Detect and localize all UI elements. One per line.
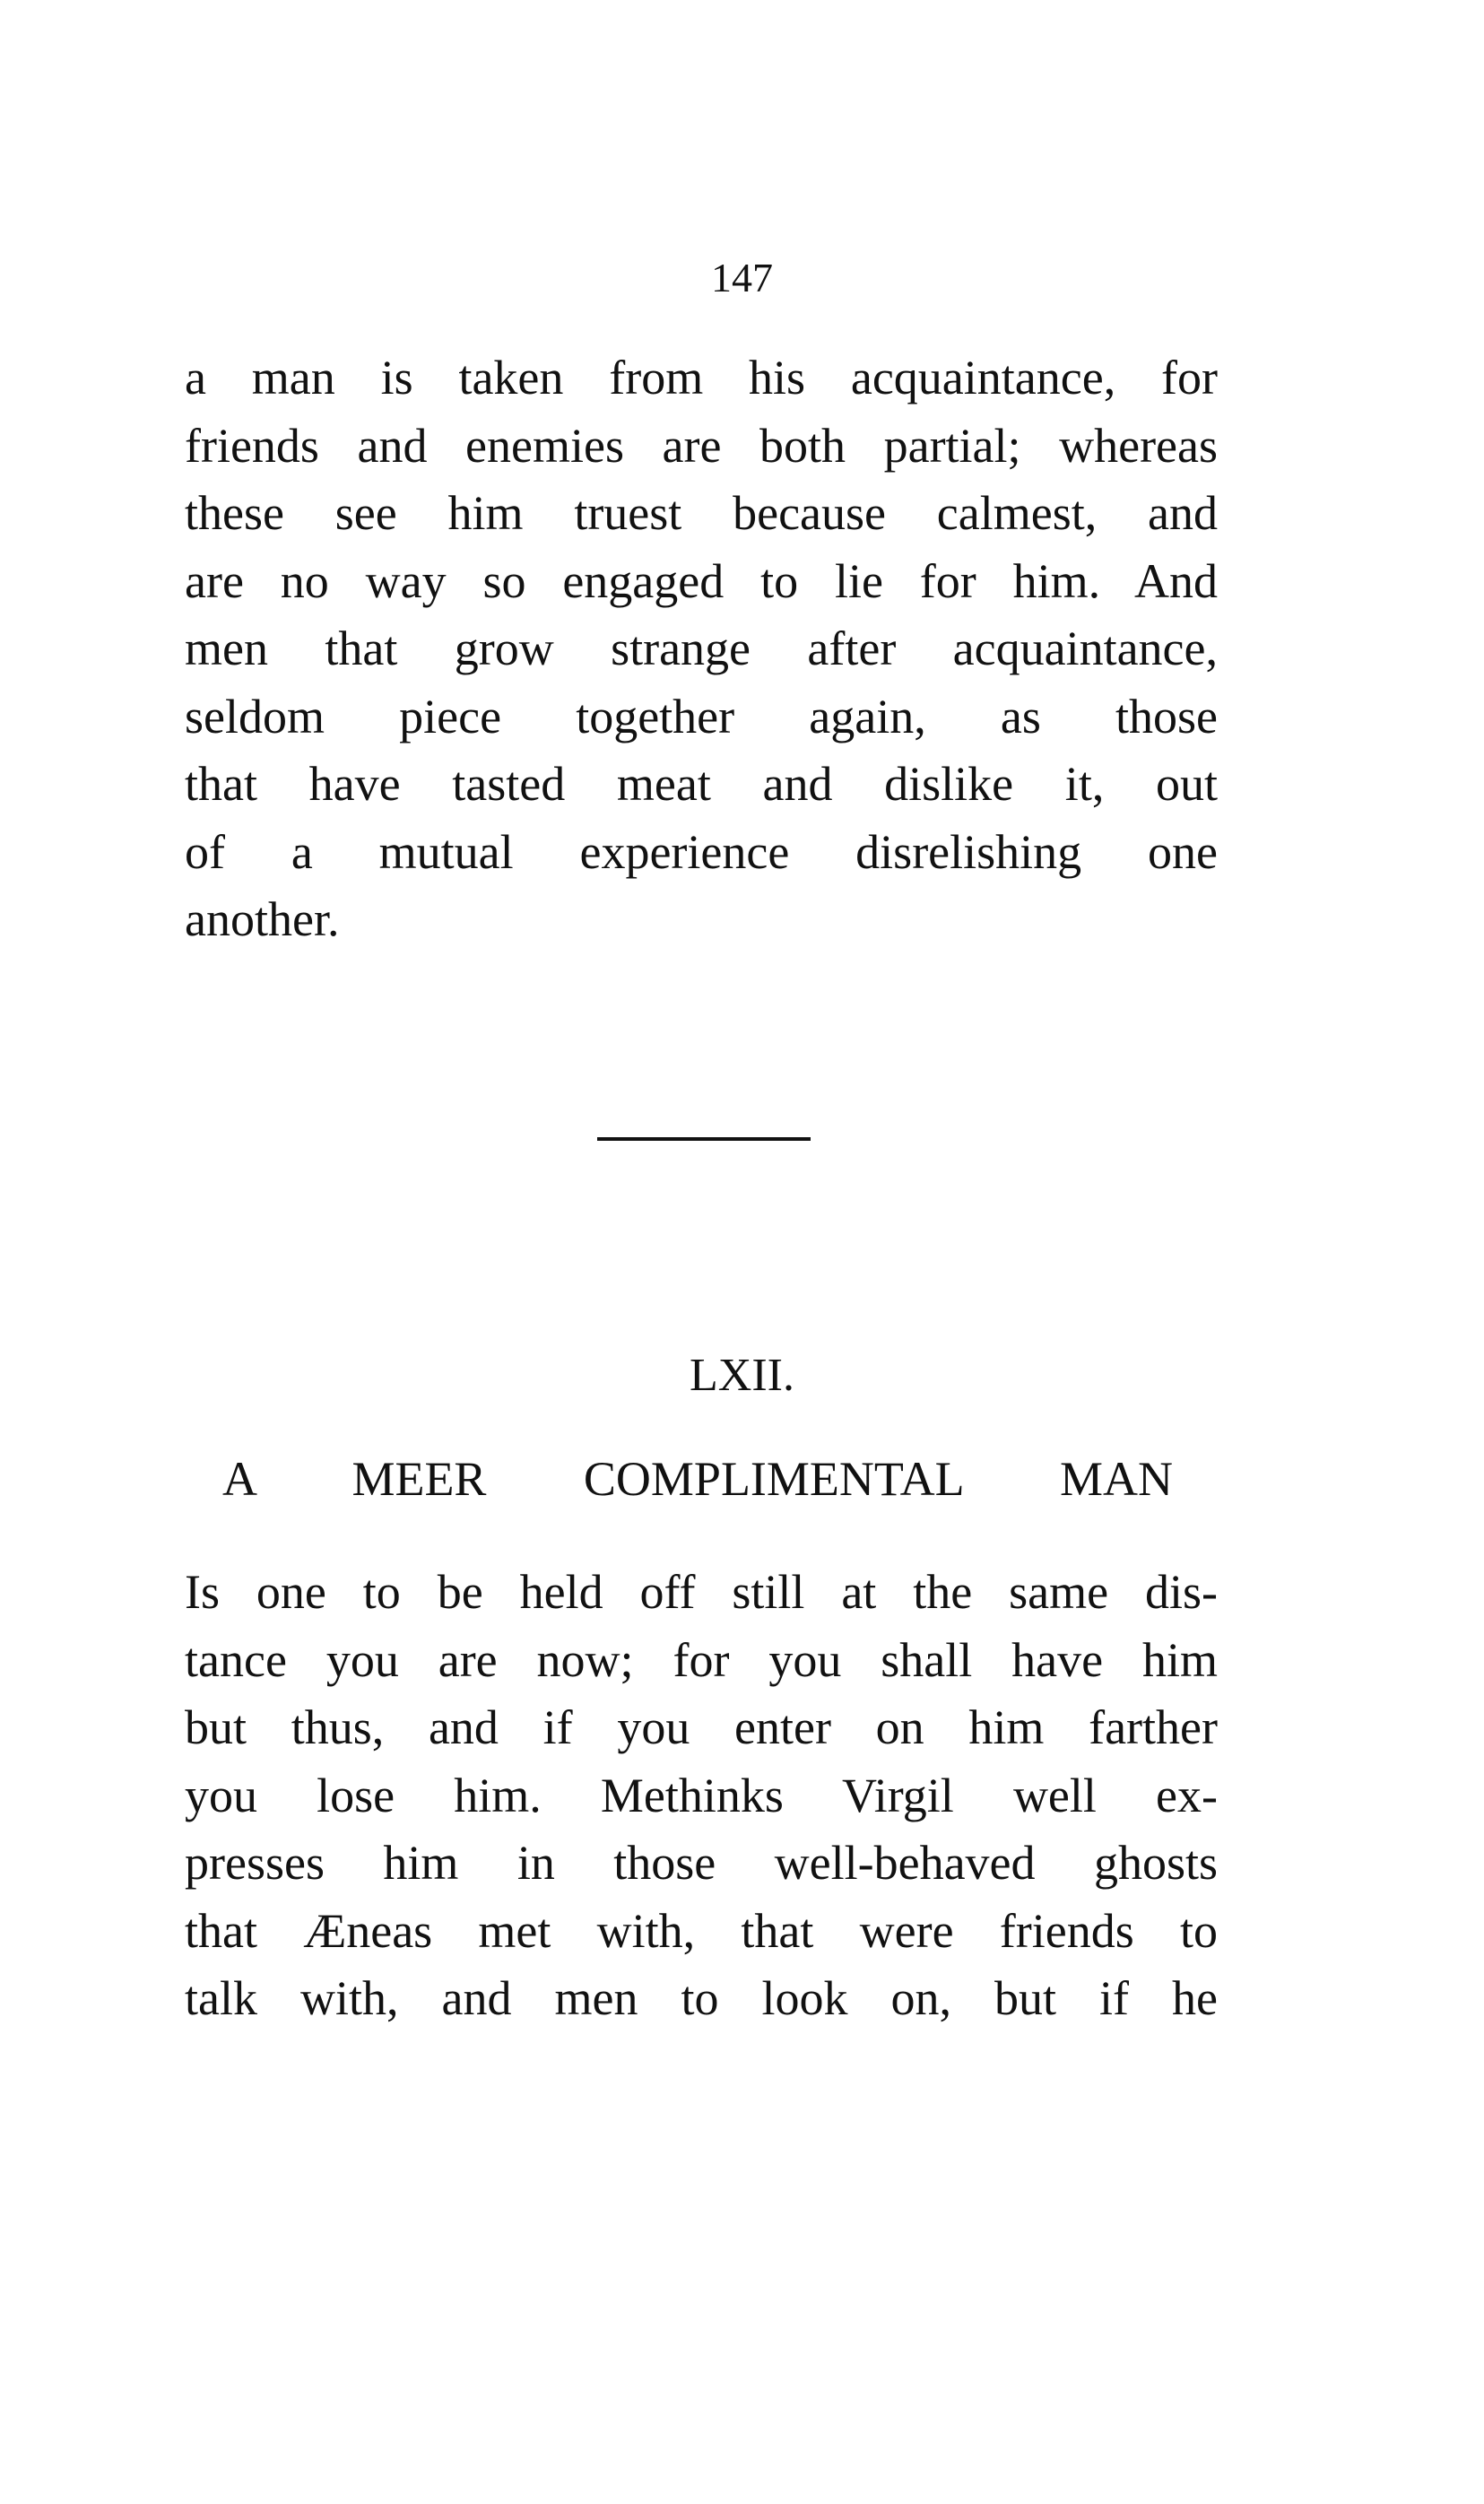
section-divider — [597, 1137, 811, 1141]
text-line: presses him in those well-behaved ghosts — [185, 1836, 1218, 1890]
text-line: friends and enemies are both partial; whereas — [185, 418, 1218, 473]
text-line: you lose him. Methinks Virgil well ex- — [185, 1768, 1218, 1822]
text-line: Is one to be held off still at the same dis- — [185, 1565, 1218, 1619]
text-line: but thus, and if you enter on him farther — [185, 1700, 1218, 1754]
text-line: men that grow strange after acquaintance, — [185, 622, 1218, 675]
text-line: that Æneas met with, that were friends to — [185, 1903, 1218, 1958]
text-line: another. — [185, 892, 340, 946]
text-line: a man is taken from his acquaintance, for — [185, 351, 1218, 404]
text-line: are no way so engaged to lie for him. And — [185, 553, 1218, 608]
paragraph-chapter-body — [185, 1559, 1218, 2033]
text-line: these see him truest because calmest, and — [185, 486, 1218, 540]
text-line: of a mutual experience disrelishing one — [185, 824, 1218, 879]
text-line: seldom piece together again, as those — [185, 689, 1218, 743]
text-line: that have tasted meat and dislike it, out — [185, 757, 1218, 811]
text-line: talk with, and men to look on, but if he — [185, 1971, 1218, 2025]
chapter-title: A MEER COMPLIMENTAL MAN — [222, 1452, 1173, 1506]
chapter-number: LXII. — [690, 1350, 794, 1401]
page-number: 147 — [711, 255, 773, 300]
paragraph-continued — [185, 344, 1218, 954]
text-line: tance you are now; for you shall have him — [185, 1632, 1218, 1687]
